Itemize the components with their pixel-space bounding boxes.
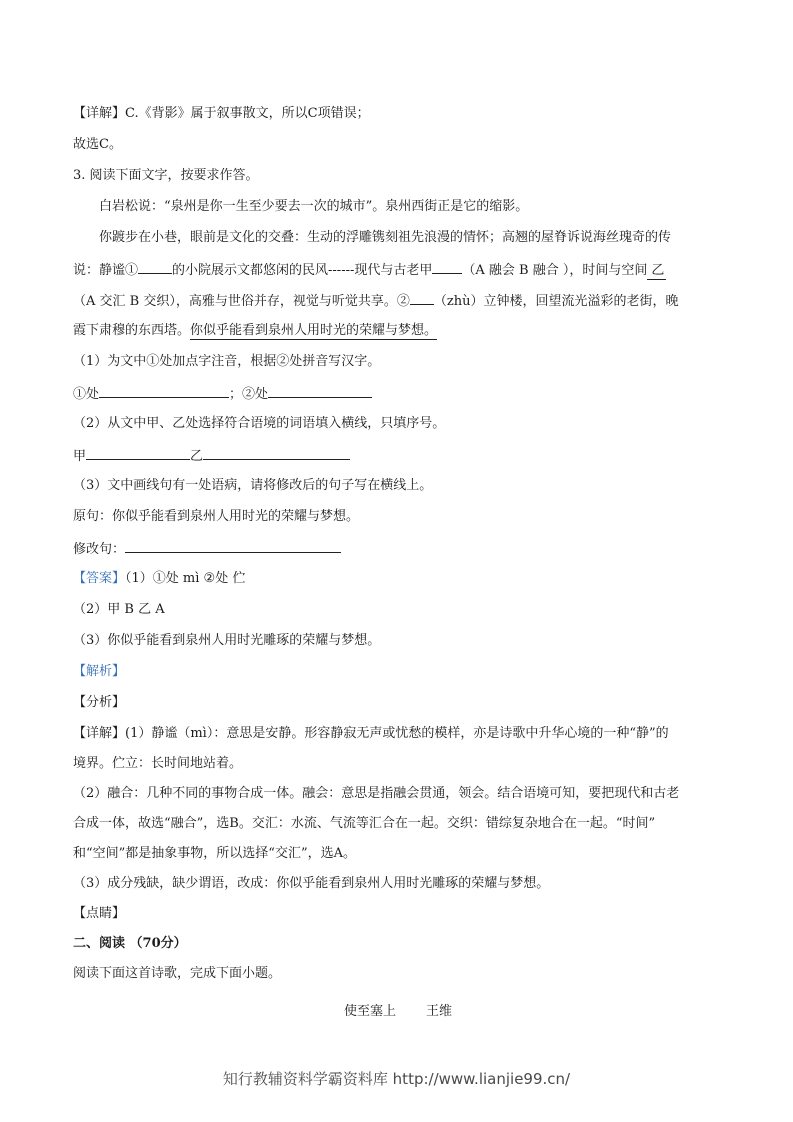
passage-line: 白岩松说：“泉州是你一生至少要去一次的城市”。泉州西街正是它的缩影。 (99, 199, 529, 214)
poem-title: 使至塞上 (343, 1004, 396, 1019)
text-line: 【详解】(1）静谧（mì）：意思是安静。形容静寂无声或忧愁的模样，亦是诗歌中升华心境的一种“静”的 (73, 726, 669, 741)
text-line: （3）你似乎能看到泉州人用时光雕琢的荣耀与梦想。 (73, 633, 381, 648)
question-heading: 3. 阅读下面文字，按要求作答。 (73, 168, 259, 183)
blank-yi: 乙 (647, 263, 666, 280)
text-line: 故选C。 (73, 137, 122, 152)
answer-section: 【答案】（1）①处 mì ②处 伫 (73, 571, 246, 586)
text-line: （2）甲 B 乙 A (73, 602, 165, 617)
blank-jia (432, 259, 462, 274)
text-line: 合成一体，故选“融合”，选B。交汇：水流、气流等汇合在一起。交织：错综复杂地合在一起。“时间” (73, 816, 656, 831)
answer-blank (268, 383, 372, 398)
text-line: （3）成分残缺，缺少谓语，改成：你似乎能看到泉州人用时光雕琢的荣耀与梦想。 (73, 876, 550, 891)
answer-line: 修改句： (73, 538, 723, 569)
answer-blank (99, 383, 229, 398)
sub-question: （3）文中画线句有一处语病，请将修改后的句子写在横线上。 (73, 478, 433, 493)
answer-line: 甲 乙 (73, 445, 723, 476)
passage-line: （A 交汇 B 交织），高雅与世俗并存，视觉与听觉共享。② （zhù）立钟楼，回望流光溢彩的老街，晚 (73, 290, 723, 321)
answer-line: ①处 ；②处 (73, 383, 723, 414)
document-body (73, 104, 723, 1033)
text-line: 原句：你似乎能看到泉州人用时光的荣耀与梦想。 (73, 509, 360, 524)
answer-label: 【答案】 (73, 571, 126, 586)
section-label: 【分析】 (73, 695, 126, 710)
text-line: 和“空间”都是抽象事物，所以选择“交汇”，选A。 (73, 846, 356, 861)
answer-blank (86, 445, 190, 460)
text-line: 境界。伫立：长时间地站着。 (73, 756, 243, 771)
text-line: （2）融合：几种不同的事物合成一体。融会：意思是指融会贯通，领会。结合语境可知，要把现代和古老 (73, 786, 680, 801)
answer-blank (203, 445, 350, 460)
answer-blank (125, 538, 341, 553)
sub-question: （2）从文中甲、乙处选择符合语境的词语填入横线，只填序号。 (73, 416, 446, 431)
passage-line: 霞下肃穆的东西塔。你似乎能看到泉州人用时光的荣耀与梦想。 (73, 323, 438, 338)
analysis-label: 【解析】 (73, 664, 126, 679)
text-line: 阅读下面这首诗歌，完成下面小题。 (73, 966, 282, 981)
blank-2 (410, 290, 434, 305)
poem-heading (73, 1002, 723, 1033)
passage-line: 你踱步在小巷，眼前是文化的交叠：生动的浮雕镌刻祖先浪漫的情怀；高翘的屋脊诉说海丝瑰奇的传 (99, 230, 672, 245)
section-heading: 二、阅读 （70分） (73, 936, 187, 951)
sub-question: （1）为文中①处加点字注音，根据②处拼音写汉字。 (73, 354, 381, 369)
text-line: 【详解】C.《背影》属于叙事散文，所以C项错误； (73, 106, 370, 121)
passage-line: 说：静谧① 的小院展示文都悠闲的民风------现代与古老甲 （A 融会 B 融合 ），时间与空间 乙 (73, 259, 723, 290)
underlined-sentence: 你似乎能看到泉州人用时光的荣耀与梦想。 (190, 323, 438, 338)
poem-author: 王维 (426, 1004, 453, 1019)
footer-watermark: 知行教辅资料学霸资料库 http://www.lianjie99.cn/ (222, 1070, 571, 1088)
blank-1 (138, 259, 172, 274)
section-label: 【点睛】 (73, 906, 126, 921)
